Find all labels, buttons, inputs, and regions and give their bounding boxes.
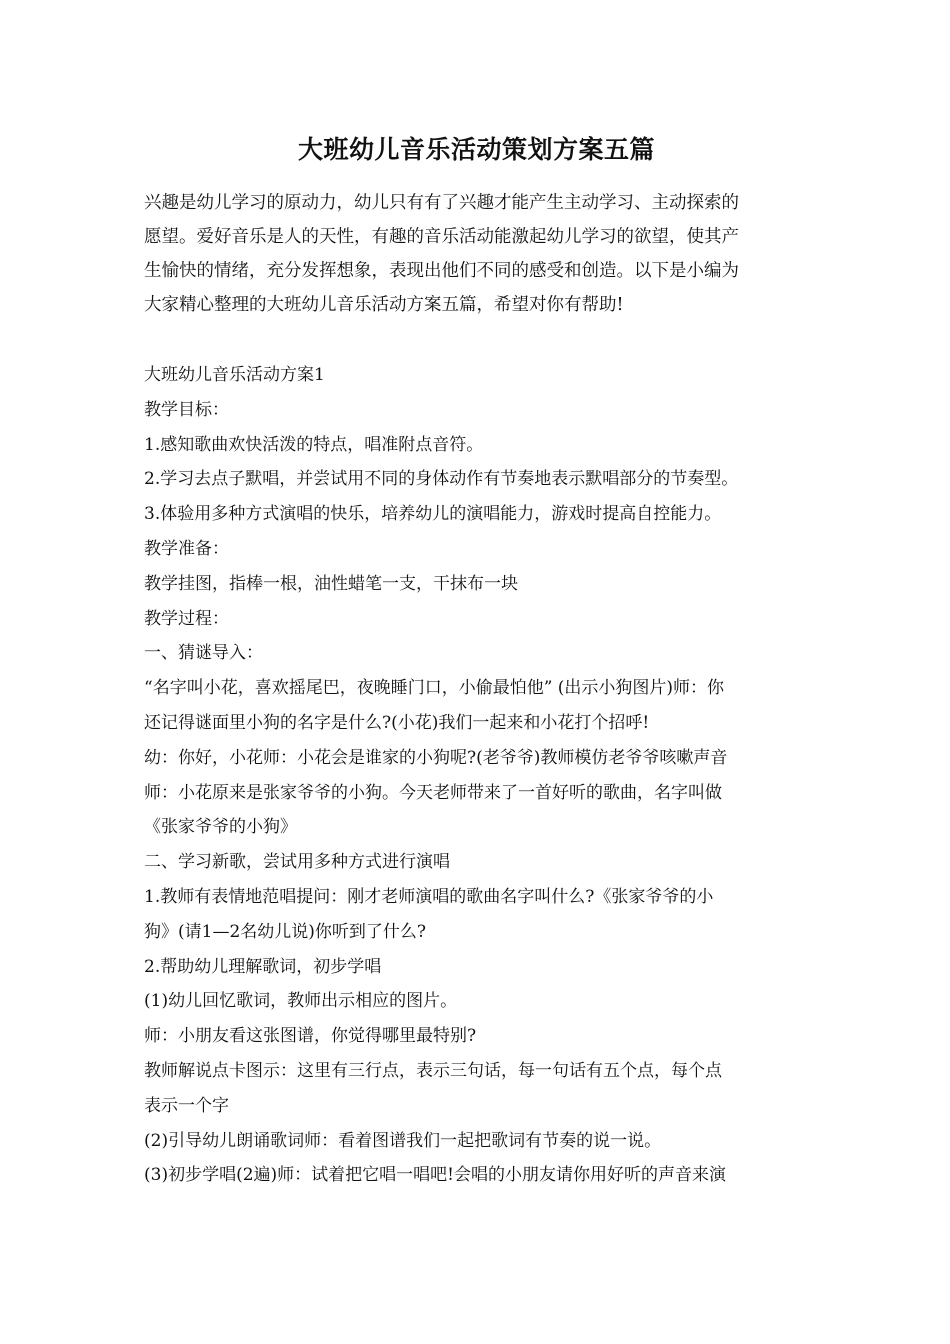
body-line: 1.感知歌曲欢快活泼的特点，唱准附点音符。 (144, 434, 484, 455)
document-content (144, 130, 809, 1193)
body-line: 2.学习去点子默唱，并尝试用不同的身体动作有节奏地表示默唱部分的节奏型。 (144, 469, 739, 490)
body-line: 表示一个字 (144, 1095, 229, 1116)
body-line: (1)幼儿回忆歌词，教师出示相应的图片。 (144, 991, 458, 1012)
section-heading: 大班幼儿音乐活动方案1 (144, 365, 325, 385)
body-line: 教学挂图，指棒一根，油性蜡笔一支，干抹布一块 (144, 573, 518, 594)
body-line: (3)初步学唱(2遍)师：试着把它唱一唱吧!会唱的小朋友请你用好听的声音来演 (144, 1165, 726, 1186)
intro-line: 生愉快的情绪，充分发挥想象，表现出他们不同的感受和创造。以下是小编为 (144, 261, 739, 281)
body-line: 2.帮助幼儿理解歌词，初步学唱 (144, 956, 382, 977)
body-line: 教学目标： (144, 399, 229, 420)
body-line: 教学准备： (144, 538, 229, 559)
body-line: 二、学习新歌，尝试用多种方式进行演唱 (144, 852, 450, 873)
body-line: 幼：你好，小花师：小花会是谁家的小狗呢?(老爷爷)教师模仿老爷爷咳嗽声音 (144, 747, 728, 768)
body-line: 教师解说点卡图示：这里有三行点，表示三句话，每一句话有五个点，每个点 (144, 1060, 722, 1081)
body-line: 1.教师有表情地范唱提问：刚才老师演唱的歌曲名字叫什么?《张家爷爷的小 (144, 886, 714, 907)
body-line: “名字叫小花，喜欢摇尾巴，夜晚睡门口，小偷最怕他” (出示小狗图片)师：你 (144, 678, 725, 699)
body-line: 狗》(请1—2名幼儿说)你听到了什么? (144, 921, 427, 942)
intro-line: 大家精心整理的大班幼儿音乐活动方案五篇，希望对你有帮助! (144, 295, 624, 315)
document-body (144, 358, 809, 1193)
intro-paragraph (144, 186, 809, 322)
intro-line: 兴趣是幼儿学习的原动力，幼儿只有有了兴趣才能产生主动学习、主动探索的 (144, 193, 739, 213)
document-title: 大班幼儿音乐活动策划方案五篇 (297, 135, 655, 164)
intro-line: 愿望。爱好音乐是人的天性，有趣的音乐活动能激起幼儿学习的欲望，使其产 (144, 227, 739, 247)
paragraph-gap (144, 322, 809, 358)
body-line: 师：小花原来是张家爷爷的小狗。今天老师带来了一首好听的歌曲，名字叫做 (144, 782, 722, 803)
body-line: 一、猜谜导入： (144, 643, 263, 664)
body-line: 《张家爷爷的小狗》 (144, 817, 297, 838)
body-line: 教学过程： (144, 608, 229, 629)
body-line: 还记得谜面里小狗的名字是什么?(小花)我们一起来和小花打个招呼! (144, 712, 650, 733)
body-line: (2)引导幼儿朗诵歌词师：看着图谱我们一起把歌词有节奏的说一说。 (144, 1130, 662, 1151)
body-line: 3.体验用多种方式演唱的快乐，培养幼儿的演唱能力，游戏时提高自控能力。 (144, 504, 722, 525)
body-line: 师：小朋友看这张图谱，你觉得哪里最特别? (144, 1026, 477, 1047)
